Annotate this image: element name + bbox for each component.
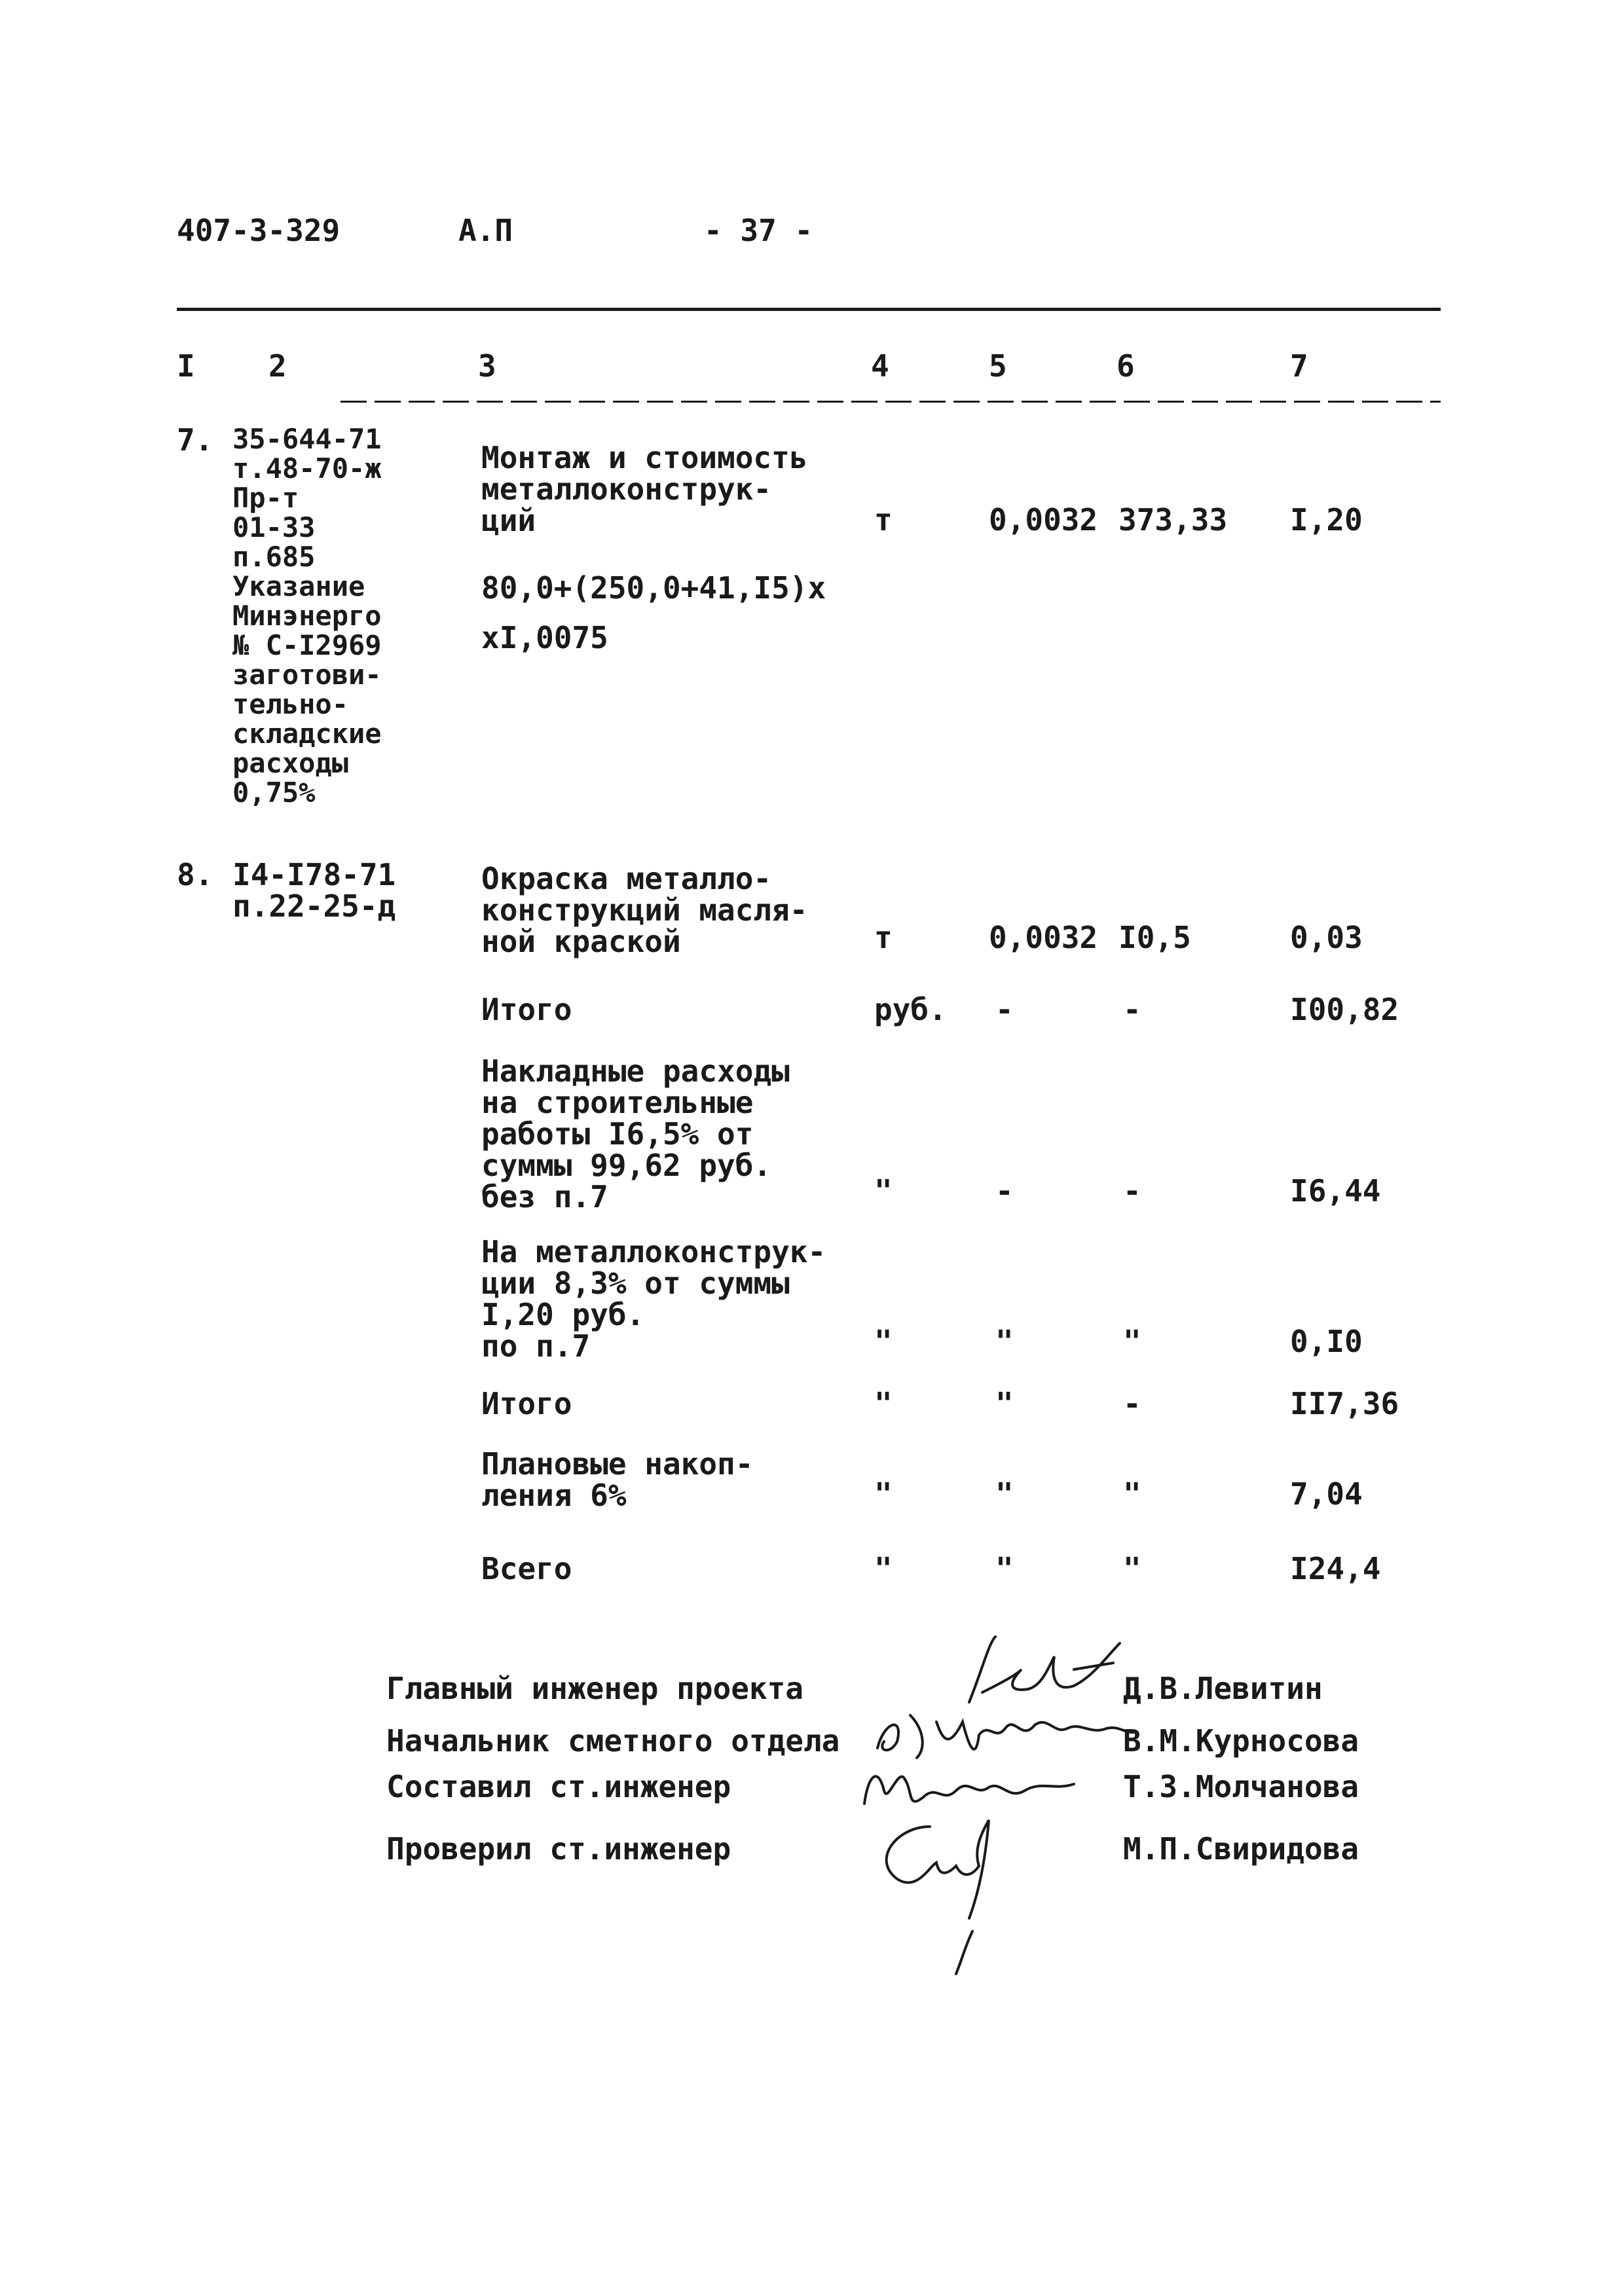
overhead-construction-total: I6,44 bbox=[1290, 1173, 1381, 1209]
overhead-metal-unit: " bbox=[874, 1324, 893, 1359]
signature-name-compiler: Т.З.Молчанова bbox=[1123, 1769, 1359, 1804]
row-8-total: 0,03 bbox=[1290, 920, 1363, 955]
album-label: А.П bbox=[458, 213, 513, 248]
row-7-formula: 80,0+(250,0+41,I5)x xI,0075 bbox=[481, 570, 826, 655]
subtotal-col6: - bbox=[1123, 992, 1141, 1027]
planned-savings-total: 7,04 bbox=[1290, 1476, 1363, 1512]
subtotal-label: Итого bbox=[481, 992, 572, 1027]
subtotal-unit: руб. bbox=[874, 992, 947, 1027]
subtotal-col5: - bbox=[995, 992, 1014, 1027]
row-7-quantity: 0,0032 bbox=[989, 502, 1098, 538]
grand-total-value: I24,4 bbox=[1290, 1551, 1381, 1586]
signature-name-checker: М.П.Свиридова bbox=[1123, 1831, 1359, 1867]
planned-savings-col6: " bbox=[1123, 1476, 1141, 1512]
overhead-construction-unit: " bbox=[874, 1173, 893, 1209]
overhead-metal-col5: " bbox=[995, 1324, 1014, 1359]
overhead-metal-col6: " bbox=[1123, 1324, 1141, 1359]
document-code: 407-3-329 bbox=[177, 213, 341, 248]
handwritten-signature-sviridova bbox=[858, 1800, 1015, 1984]
grand-total-unit: " bbox=[874, 1551, 893, 1586]
row-8-unit-price: I0,5 bbox=[1118, 920, 1191, 955]
overhead-construction-col6: - bbox=[1123, 1173, 1141, 1209]
total-value: II7,36 bbox=[1290, 1386, 1399, 1421]
column-header-6: 6 bbox=[1116, 348, 1135, 384]
header-rule bbox=[177, 308, 1441, 311]
row-8-reference: I4-I78-71 п.22-25-д bbox=[232, 857, 396, 924]
overhead-metal-label: На металлоконструк- ции 8,3% от суммы I,20 руб. по п.7 bbox=[481, 1234, 826, 1364]
signature-name-estimates-head: В.М.Курносова bbox=[1123, 1723, 1359, 1758]
column-header-2: 2 bbox=[268, 348, 287, 384]
subtotal-total: I00,82 bbox=[1290, 992, 1399, 1027]
column-header-rule bbox=[341, 401, 1441, 403]
total-col5: " bbox=[995, 1386, 1014, 1421]
planned-savings-unit: " bbox=[874, 1476, 893, 1512]
row-7-description: Монтаж и стоимость металлоконструк- ций bbox=[481, 440, 808, 538]
column-header-3: 3 bbox=[478, 348, 496, 384]
column-header-7: 7 bbox=[1290, 348, 1308, 384]
page-number: - 37 - bbox=[704, 213, 813, 248]
overhead-metal-total: 0,I0 bbox=[1290, 1324, 1363, 1359]
total-unit: " bbox=[874, 1386, 893, 1421]
row-7-total: I,20 bbox=[1290, 502, 1363, 538]
signature-name-chief-engineer: Д.В.Левитин bbox=[1123, 1671, 1323, 1706]
grand-total-col5: " bbox=[995, 1551, 1014, 1586]
planned-savings-label: Плановые накоп- ления 6% bbox=[481, 1446, 754, 1513]
grand-total-label: Всего bbox=[481, 1551, 572, 1586]
column-header-4: 4 bbox=[871, 348, 889, 384]
row-8-number: 8. bbox=[177, 857, 213, 892]
row-8-unit: т bbox=[874, 920, 893, 955]
total-label: Итого bbox=[481, 1386, 572, 1421]
signature-role-checker: Проверил ст.инженер bbox=[386, 1831, 731, 1867]
overhead-construction-label: Накладные расходы на строительные работы I6,5% от суммы 99,62 руб. без п.7 bbox=[481, 1053, 790, 1214]
column-header-5: 5 bbox=[989, 348, 1007, 384]
row-7-unit-price: 373,33 bbox=[1118, 502, 1228, 538]
row-7-reference: 35-644-71 т.48-70-ж Пр-т 01-33 п.685 Указание Минэнерго № С-I2969 заготови- тельно- складские расходы 0,75% bbox=[232, 423, 382, 809]
row-7-unit: т bbox=[874, 502, 893, 538]
planned-savings-col5: " bbox=[995, 1476, 1014, 1512]
row-8-quantity: 0,0032 bbox=[989, 920, 1098, 955]
row-8-description: Окраска металло- конструкций масля- ной краской bbox=[481, 861, 808, 959]
row-7-number: 7. bbox=[177, 422, 213, 458]
column-header-1: I bbox=[177, 348, 195, 384]
overhead-construction-col5: - bbox=[995, 1173, 1014, 1209]
grand-total-col6: " bbox=[1123, 1551, 1141, 1586]
signature-role-compiler: Составил ст.инженер bbox=[386, 1769, 731, 1804]
signature-role-chief-engineer: Главный инженер проекта bbox=[386, 1671, 803, 1706]
signature-role-estimates-head: Начальник сметного отдела bbox=[386, 1723, 840, 1758]
total-col6: - bbox=[1123, 1386, 1141, 1421]
